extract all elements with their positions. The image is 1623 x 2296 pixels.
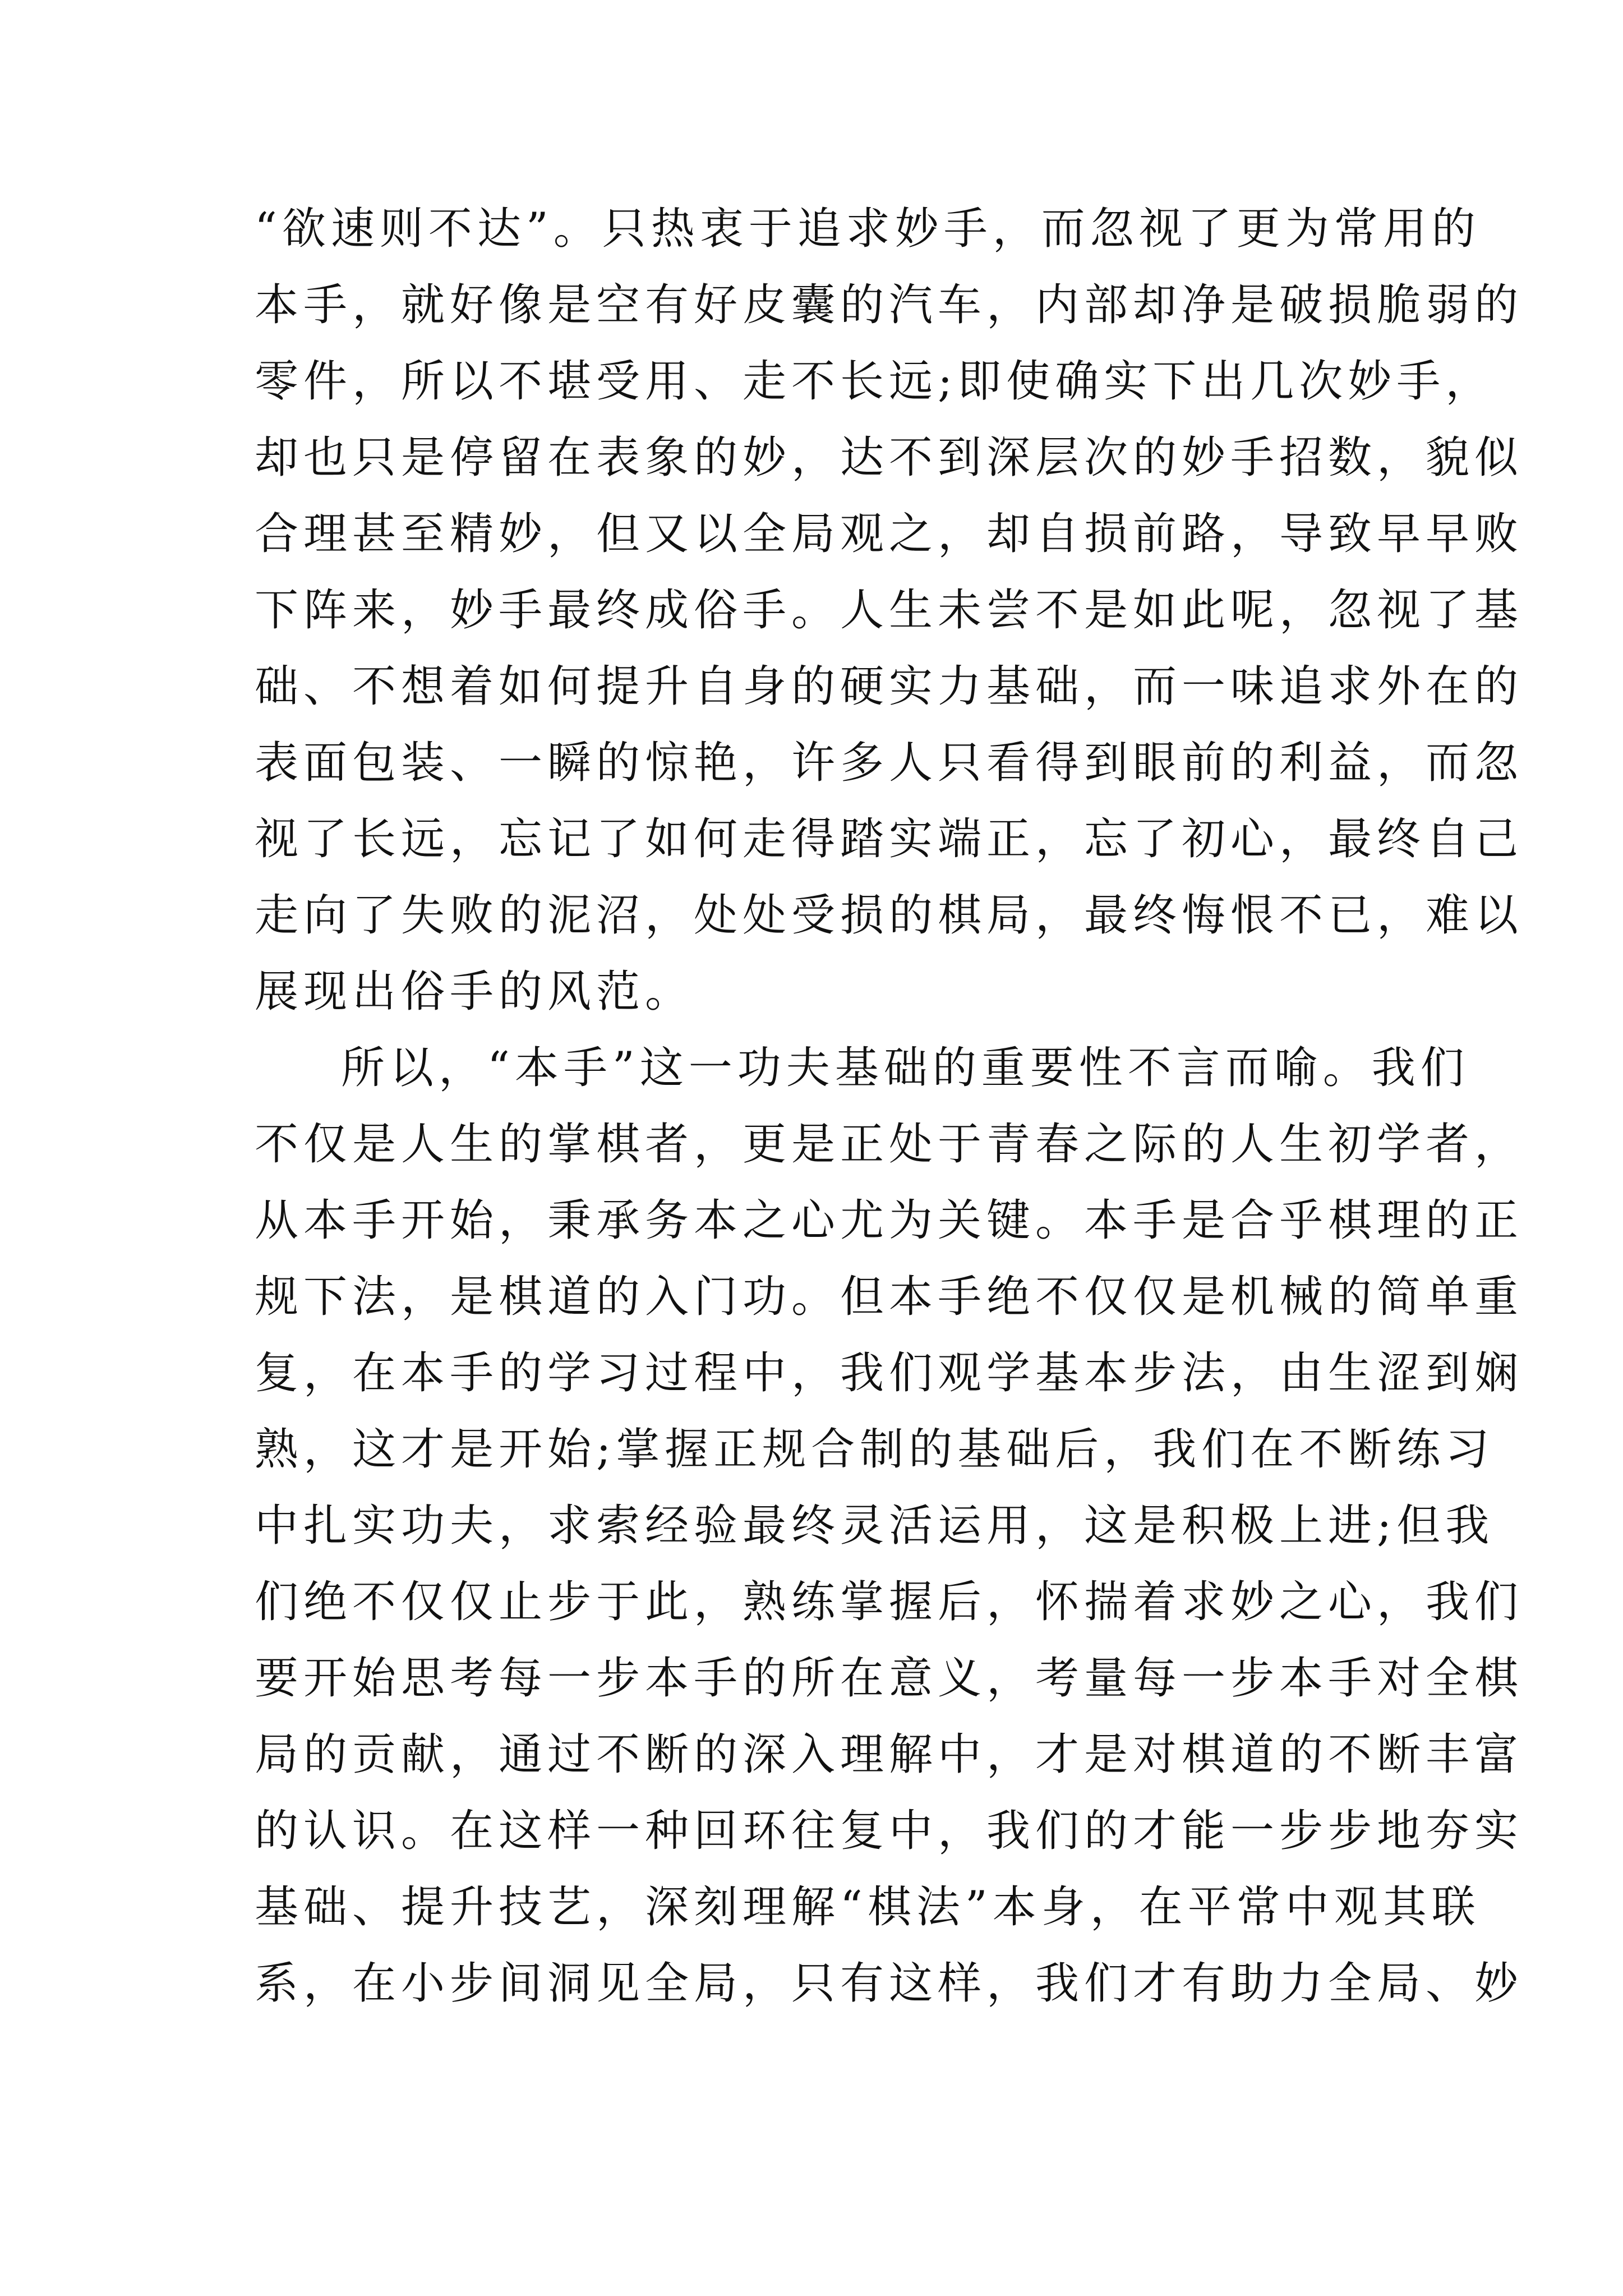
text-line: 系，在小步间洞见全局，只有这样，我们才有助力全局、妙 <box>255 1958 1524 2009</box>
text-line: 的认识。在这样一种回环往复中，我们的才能一步步地夯实 <box>255 1806 1524 1856</box>
text-line: 基础、提升技艺，深刻理解“棋法”本身，在平常中观其联 <box>255 1882 1481 1932</box>
text-line: 下阵来，妙手最终成俗手。人生未尝不是如此呢，忽视了基 <box>255 585 1524 636</box>
text-line: “欲速则不达”。只热衷于追求妙手，而忽视了更为常用的 <box>255 204 1481 254</box>
text-line: 规下法，是棋道的入门功。但本手绝不仅仅是机械的简单重 <box>255 1272 1524 1322</box>
paragraph-first-line: 所以，“本手”这一功夫基础的重要性不言而喻。我们 <box>341 1043 1469 1093</box>
text-line: 熟，这才是开始;掌握正规合制的基础后，我们在不断练习 <box>255 1424 1495 1475</box>
text-line: 合理甚至精妙，但又以全局观之，却自损前路，导致早早败 <box>255 509 1524 559</box>
text-line: 们绝不仅仅止步于此，熟练掌握后，怀揣着求妙之心，我们 <box>255 1577 1524 1627</box>
text-line: 要开始思考每一步本手的所在意义，考量每一步本手对全棋 <box>255 1653 1524 1704</box>
text-line: 本手，就好像是空有好皮囊的汽车，内部却净是破损脆弱的 <box>255 280 1524 330</box>
text-line: 中扎实功夫，求索经验最终灵活运用，这是积极上进;但我 <box>255 1501 1495 1551</box>
text-line: 不仅是人生的掌棋者，更是正处于青春之际的人生初学者， <box>255 1119 1524 1170</box>
text-line: 从本手开始，秉承务本之心尤为关键。本手是合乎棋理的正 <box>255 1195 1524 1246</box>
text-line: 展现出俗手的风范。 <box>255 967 694 1017</box>
text-line: 视了长远，忘记了如何走得踏实端正，忘了初心，最终自己 <box>255 814 1524 864</box>
text-line: 走向了失败的泥沼，处处受损的棋局，最终悔恨不已，难以 <box>255 890 1524 941</box>
text-line: 复，在本手的学习过程中，我们观学基本步法，由生涩到娴 <box>255 1348 1524 1398</box>
text-line: 零件，所以不堪受用、走不长远;即使确实下出几次妙手， <box>255 356 1495 407</box>
text-line: 局的贡献，通过不断的深入理解中，才是对棋道的不断丰富 <box>255 1729 1524 1780</box>
text-line: 却也只是停留在表象的妙，达不到深层次的妙手招数，貌似 <box>255 432 1524 483</box>
text-line: 础、不想着如何提升自身的硬实力基础，而一味追求外在的 <box>255 661 1524 712</box>
text-line: 表面包装、一瞬的惊艳，许多人只看得到眼前的利益，而忽 <box>255 738 1524 788</box>
